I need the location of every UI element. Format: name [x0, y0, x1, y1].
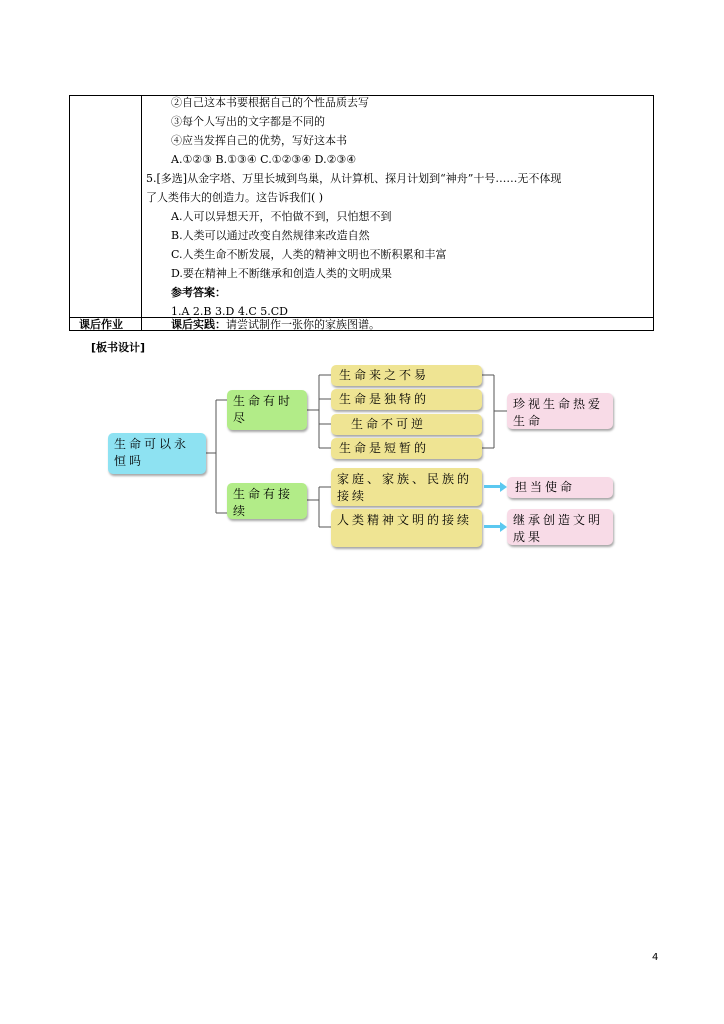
- result-inherit-civilization: 继承创造文明成果: [507, 509, 613, 545]
- leaf-civilization-continuity: 人类精神文明的接续: [331, 509, 482, 547]
- choice-d: D.要在精神上不断继承和创造人类的文明成果: [171, 267, 392, 280]
- leaf-life-unique: 生命是独特的: [331, 389, 482, 410]
- homework-label: 课后作业: [79, 318, 123, 331]
- board-heading: [板书设计]: [91, 341, 146, 354]
- choice-b: B.人类可以通过改变自然规律来改造自然: [171, 229, 370, 242]
- mindmap-root: 生命可以永恒吗: [108, 433, 206, 474]
- practice-text: 请尝试制作一张你的家族图谱。: [226, 318, 380, 331]
- result-bear-mission: 担当使命: [507, 477, 613, 498]
- answers-label: 参考答案：: [171, 286, 226, 299]
- leaf-life-irreversible: 生命不可逆: [331, 414, 482, 435]
- option-2-text: ②自己这本书要根据自己的个性品质去写: [171, 96, 369, 109]
- option-3-text: ③每个人写出的文字都是不同的: [171, 115, 325, 128]
- question-5-line2: 了人类伟大的创造力。这告诉我们( ): [146, 191, 324, 204]
- choice-c: C.人类生命不断发展，人类的精神文明也不断积累和丰富: [171, 248, 447, 261]
- branch-life-continues: 生命有接续: [227, 483, 307, 519]
- branch-life-has-end: 生命有时尽: [227, 390, 307, 430]
- leaf-family-continuity: 家庭、家族、民族的接续: [331, 468, 482, 506]
- arrow-to-mission: [484, 485, 501, 488]
- practice-label: 课后实践：: [171, 318, 226, 331]
- leaf-life-short: 生命是短暂的: [331, 438, 482, 459]
- choices-q4: A.①②③ B.①③④ C.①②③④ D.②③④: [171, 153, 357, 166]
- option-4-text: ④应当发挥自己的优势，写好这本书: [171, 134, 347, 147]
- arrow-head-icon: [500, 522, 507, 532]
- choice-a: A.人可以异想天开，不怕做不到，只怕想不到: [171, 210, 392, 223]
- arrow-head-icon: [500, 482, 507, 492]
- answers-text: 1.A 2.B 3.D 4.C 5.CD: [171, 305, 288, 318]
- arrow-to-inherit: [484, 525, 501, 528]
- result-cherish-life: 珍视生命热爱生命: [507, 393, 613, 429]
- page-number: 4: [652, 952, 659, 963]
- question-5-line1: 5.[多选]从金字塔、万里长城到鸟巢，从计算机、探月计划到“神舟”十号……无不体现: [146, 172, 562, 185]
- leaf-life-precious: 生命来之不易: [331, 365, 482, 386]
